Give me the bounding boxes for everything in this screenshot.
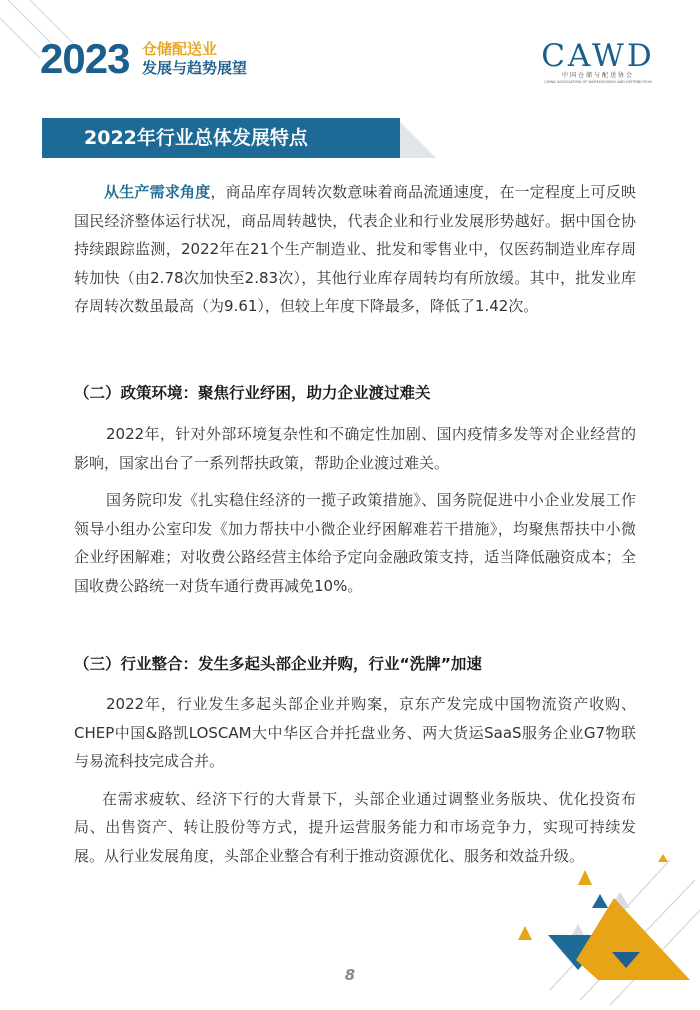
banner-shadow-decoration	[392, 118, 436, 158]
intro-paragraph-block	[74, 178, 636, 321]
intro-text: ，商品库存周转次数意味着商品流通速度，在一定程度上可反映国民经济整体运行状况，商品周转越快，代表企业和行业发展形势越好。据中国仓协持续跟踪监测，2022年在21个生产制造业、批发和零售业中，仅医药制造业库存周转加快（由2.78次加快至2.83次），其他行业库存周转均有所放缓。其中，批发业库存周转次数虽最高（为9.61），但较上年度下降最多，降低了1.42次。	[74, 183, 636, 315]
header-year: 2023	[40, 35, 130, 82]
logo-chinese-name: 中国仓储与配送协会	[561, 72, 634, 79]
section2-paragraph-2: 国务院印发《扎实稳住经济的一揽子政策措施》、国务院促进中小企业发展工作领导小组办公室印发《加力帮扶中小微企业纾困解难若干措施》，均聚焦帮扶中小微企业纾困解难；对收费公路经营主体给予定向金融政策支持，适当降低融资成本；全国收费公路统一对货车通行费再减免10%。	[74, 491, 636, 595]
intro-paragraph	[74, 178, 636, 321]
section3-paragraph-2: 在需求疲软、经济下行的大背景下，头部企业通过调整业务版块、优化投资布局、出售资产、转让股份等方式，提升运营服务能力和市场竞争力，实现可持续发展。从行业发展角度，头部企业整合有利于推动资源优化、服务和效益升级。	[74, 789, 636, 865]
logo-text: CAWD	[541, 38, 655, 74]
section-heading-policy: （二）政策环境：聚焦行业纾困，助力企业渡过难关	[74, 384, 431, 402]
header-titles	[142, 40, 247, 78]
cawd-logo	[538, 40, 658, 85]
header-title-line1: 仓储配送业	[142, 40, 218, 58]
page-number: 8	[344, 966, 356, 984]
intro-highlight: 从生产需求角度	[104, 183, 211, 201]
section2-body	[74, 420, 636, 600]
header-title-line2: 发展与趋势展望	[142, 59, 248, 77]
section3-paragraph-1: 2022年，行业发生多起头部企业并购案，京东产发完成中国物流资产收购、CHEP中国&路凯LOSCAM大中华区合并托盘业务、两大货运SaaS服务企业G7物联与易流科技完成合并。	[74, 695, 636, 770]
section-heading-integration: （三）行业整合：发生多起头部企业并购，行业“洗牌”加速	[74, 655, 482, 673]
banner-title: 2022年行业总体发展特点	[84, 127, 308, 149]
section-banner	[42, 118, 392, 158]
triangle-decoration	[480, 840, 700, 1010]
logo-english-name: CHINA ASSOCIATION OF WAREHOUSING AND DISTRIBUTION	[544, 80, 652, 84]
section2-paragraph-1: 2022年，针对外部环境复杂性和不确定性加剧、国内疫情多发等对企业经营的影响，国家出台了一系列帮扶政策，帮助企业渡过难关。	[74, 425, 636, 472]
